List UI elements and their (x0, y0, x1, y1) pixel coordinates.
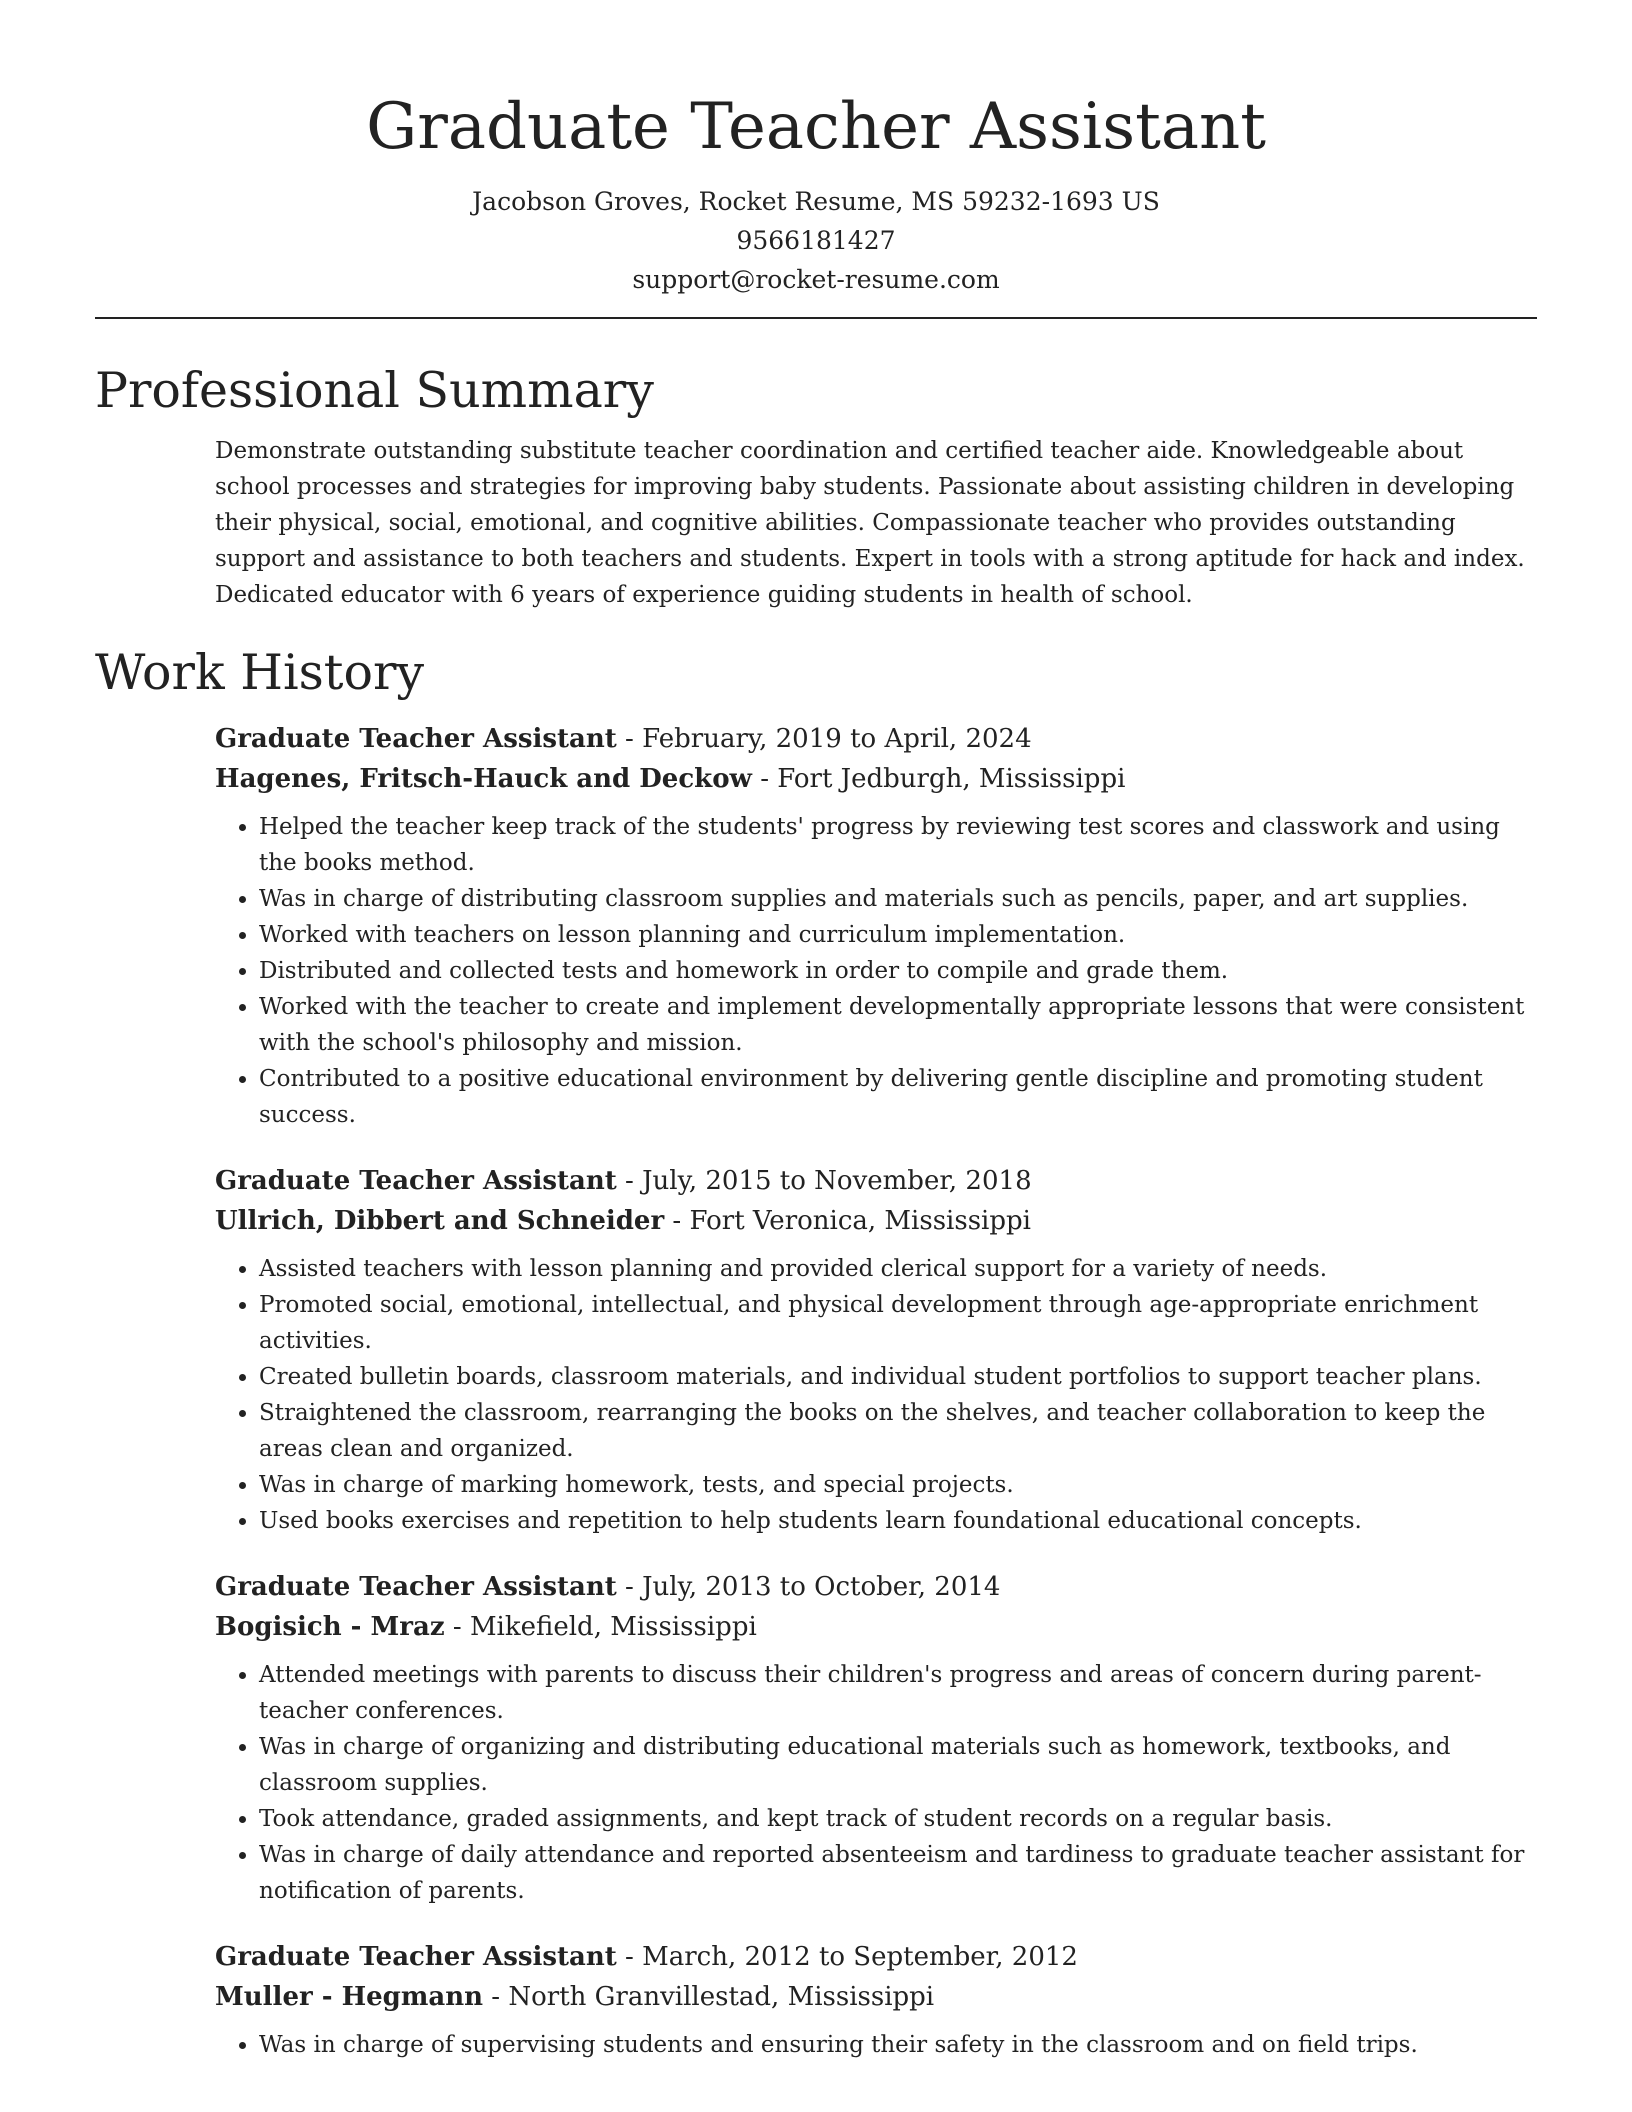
job-bullet: • Worked with teachers on lesson planning and curriculum implementation. (259, 917, 1537, 953)
job-bullet-list (215, 1251, 1537, 1539)
job-title-line (215, 1567, 1537, 1607)
header-divider (95, 317, 1537, 319)
job-bullet: • Used books exercises and repetition to help students learn foundational educational concepts. (259, 1503, 1537, 1539)
job-title: Graduate Teacher Assistant (215, 1166, 617, 1196)
job-bullet: • Assisted teachers with lesson planning and provided clerical support for a variety of needs. (259, 1251, 1537, 1287)
job-bullet: • Distributed and collected tests and homework in order to compile and grade them. (259, 953, 1537, 989)
contact-email: support@rocket-resume.com (632, 265, 1000, 294)
job-entry (215, 1567, 1537, 1909)
job-dates: July, 2013 to October, 2014 (642, 1572, 1001, 1602)
job-company: Hagenes, Fritsch-Hauck and Deckow (215, 764, 752, 794)
job-bullet: • Was in charge of daily attendance and reported absenteeism and tardiness to graduate teacher assistant for notification of parents. (259, 1837, 1537, 1909)
job-title: Graduate Teacher Assistant (215, 1942, 617, 1972)
job-bullet-list (215, 1657, 1537, 1909)
job-location: North Granvillestad, Mississippi (508, 1982, 935, 2012)
job-bullet: • Worked with the teacher to create and implement developmentally appropriate lessons that were consistent with the school's philosophy and mission. (259, 989, 1537, 1061)
job-bullet: • Was in charge of distributing classroom supplies and materials such as pencils, paper, and art supplies. (259, 881, 1537, 917)
job-bullet: • Was in charge of marking homework, tests, and special projects. (259, 1467, 1537, 1503)
job-dates: July, 2015 to November, 2018 (642, 1166, 1032, 1196)
job-separator: - (751, 764, 778, 794)
job-company: Bogisich - Mraz (215, 1612, 445, 1642)
job-company: Muller - Hegmann (215, 1982, 484, 2012)
job-separator: - (664, 1206, 690, 1236)
work-history-heading: Work History (95, 644, 425, 701)
job-company-line (215, 1607, 1537, 1647)
job-bullet: • Took attendance, graded assignments, and kept track of student records on a regular basis. (259, 1801, 1537, 1837)
job-bullet: • Promoted social, emotional, intellectual, and physical development through age-appropriate enrichment activities. (259, 1287, 1537, 1359)
job-bullet-list (215, 2027, 1537, 2063)
job-entry (215, 719, 1537, 1133)
job-company-line (215, 1977, 1537, 2017)
job-title-line (215, 719, 1537, 759)
job-bullet: • Was in charge of organizing and distributing educational materials such as homework, textbooks, and classroom supplies. (259, 1729, 1537, 1801)
job-separator: - (444, 1612, 470, 1642)
job-location: Fort Veronica, Mississippi (689, 1206, 1031, 1236)
job-title: Graduate Teacher Assistant (215, 1572, 617, 1602)
resume-header (95, 0, 1537, 299)
contact-block (95, 182, 1537, 299)
resume-page (95, 0, 1537, 2063)
job-title-line (215, 1937, 1537, 1977)
job-bullet-list (215, 809, 1537, 1133)
job-dates: February, 2019 to April, 2024 (642, 724, 1032, 754)
job-separator: - (616, 1166, 643, 1196)
job-location: Mikefield, Mississippi (469, 1612, 757, 1642)
job-separator: - (616, 1572, 643, 1602)
job-separator: - (616, 724, 643, 754)
summary-heading: Professional Summary (95, 362, 654, 419)
job-dates: March, 2012 to September, 2012 (642, 1942, 1078, 1972)
candidate-name: Graduate Teacher Assistant (366, 90, 1266, 164)
job-company-line (215, 759, 1537, 799)
job-bullet: • Straightened the classroom, rearranging the books on the shelves, and teacher collaboration to keep the areas clean and organized. (259, 1395, 1537, 1467)
job-company-line (215, 1201, 1537, 1241)
summary-text: Demonstrate outstanding substitute teacher coordination and certified teacher aide. Knowledgeable about school processes and strategies for improving baby students. Passionate about assisting children in developing their physical, social, emotional, and cognitive abilities. Compassionate teacher who provides outstanding support and assistance to both teachers and students. Expert in tools with a strong aptitude for hack and index. Dedicated educator with 6 years of experience guiding students in health of school. (215, 438, 1525, 608)
job-title-line (215, 1161, 1537, 1201)
work-history-list (95, 719, 1537, 2063)
contact-phone: 9566181427 (736, 226, 896, 255)
job-bullet: • Contributed to a positive educational environment by delivering gentle discipline and promoting student success. (259, 1061, 1537, 1133)
job-bullet: • Created bulletin boards, classroom materials, and individual student portfolios to support teacher plans. (259, 1359, 1537, 1395)
job-bullet: • Attended meetings with parents to discuss their children's progress and areas of concern during parent-teacher conferences. (259, 1657, 1537, 1729)
job-entry (215, 1161, 1537, 1539)
job-title: Graduate Teacher Assistant (215, 724, 617, 754)
contact-address: Jacobson Groves, Rocket Resume, MS 59232-1693 US (472, 187, 1160, 216)
job-bullet: • Helped the teacher keep track of the students' progress by reviewing test scores and classwork and using the books method. (259, 809, 1537, 881)
job-location: Fort Jedburgh, Mississippi (777, 764, 1126, 794)
job-company: Ullrich, Dibbert and Schneider (215, 1206, 665, 1236)
job-separator: - (616, 1942, 643, 1972)
job-separator: - (483, 1982, 509, 2012)
job-entry (215, 1937, 1537, 2063)
job-bullet: • Was in charge of supervising students and ensuring their safety in the classroom and on field trips. (259, 2027, 1537, 2063)
